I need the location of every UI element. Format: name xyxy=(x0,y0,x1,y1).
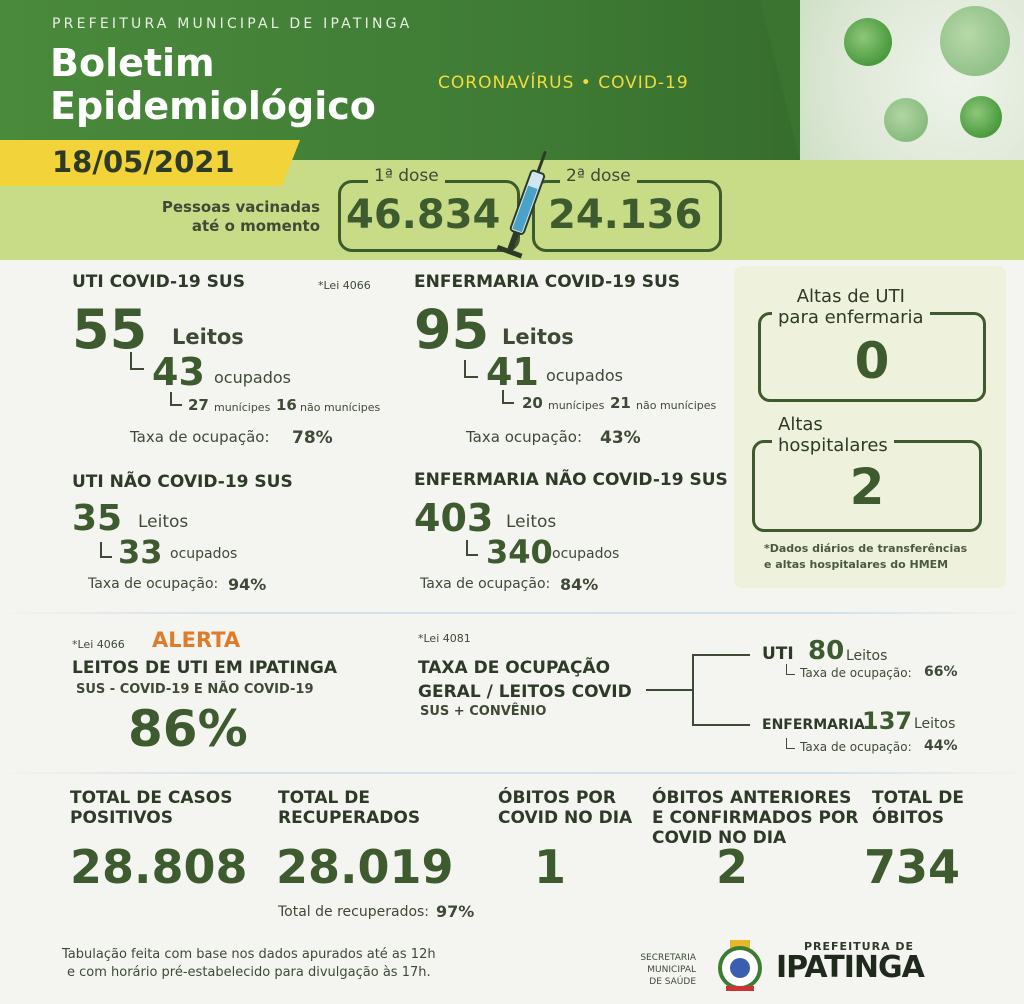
altas-uti-label-line2: para enfermaria xyxy=(778,307,924,328)
section-divider xyxy=(0,772,1024,774)
uti-covid-ocupados-label: ocupados xyxy=(214,368,291,387)
bracket-connector xyxy=(646,689,692,691)
tree-connector xyxy=(786,738,795,749)
alerta-subtitle: SUS - COVID-19 E NÃO COVID-19 xyxy=(76,682,314,697)
enf-covid-ocupados-label: ocupados xyxy=(546,366,623,385)
total-obitos-value: 734 xyxy=(864,840,961,894)
taxa-geral-uti-taxa: 66% xyxy=(924,664,958,680)
enf-covid-taxa-label: Taxa ocupação: xyxy=(466,428,583,446)
uti-covid-lei: *Lei 4066 xyxy=(318,279,371,292)
footer-note xyxy=(62,946,436,982)
uti-covid-ocupados: 43 xyxy=(152,350,205,394)
taxa-geral-uti-leitos: 80 xyxy=(808,636,845,666)
bracket-connector xyxy=(692,724,750,726)
uti-covid-taxa: 78% xyxy=(292,428,333,448)
taxa-geral-enf-taxa: 44% xyxy=(924,738,958,754)
uti-covid-municipes: 27 xyxy=(188,396,209,414)
tree-connector xyxy=(466,540,478,556)
uti-covid-leitos-label: Leitos xyxy=(172,325,244,349)
alerta-value: 86% xyxy=(128,700,248,758)
syringe-icon xyxy=(496,144,566,276)
obitos-dia-value: 1 xyxy=(533,840,566,894)
uti-covid-nao-municipes-label: não munícipes xyxy=(300,401,381,414)
recuperados-pct: 97% xyxy=(436,902,475,921)
tree-connector xyxy=(100,542,112,558)
bracket-connector xyxy=(692,654,750,656)
uti-covid-municipes-label: munícipes xyxy=(214,401,271,414)
uti-covid-taxa-label: Taxa de ocupação: xyxy=(130,428,270,446)
vaccinated-label xyxy=(120,198,320,236)
altas-hosp-label xyxy=(772,414,894,456)
altas-note-line2: e altas hospitalares do HMEM xyxy=(764,558,949,571)
uti-nao-covid-leitos-label: Leitos xyxy=(138,512,189,532)
total-recuperados-label xyxy=(278,788,420,828)
section-divider xyxy=(0,612,1024,614)
alerta-lei: *Lei 4066 xyxy=(72,638,125,651)
total-casos-label xyxy=(70,788,232,828)
enf-covid-taxa: 43% xyxy=(600,428,641,448)
dose1-value: 46.834 xyxy=(346,192,501,238)
virus-illustration xyxy=(800,0,1024,160)
recuperados-pct-label: Total de recuperados: xyxy=(278,904,430,920)
tree-connector xyxy=(464,360,478,378)
obitos-dia-label-line2: COVID NO DIA xyxy=(498,808,633,828)
virus-icon xyxy=(884,98,928,142)
uti-nao-covid-ocupados: 33 xyxy=(118,533,163,571)
logo-small-text: PREFEITURA DE xyxy=(804,940,915,953)
altas-hosp-label-line2: hospitalares xyxy=(778,435,888,456)
page-title-line2: Epidemiológico xyxy=(50,84,376,128)
secretaria-label xyxy=(590,952,696,988)
vaccinated-label-line1: Pessoas vacinadas xyxy=(161,198,320,216)
enf-nao-covid-leitos: 403 xyxy=(414,496,494,540)
taxa-geral-enf-leitos: 137 xyxy=(862,707,913,735)
footer-note-line2: e com horário pré-estabelecido para divulgação às 17h. xyxy=(66,965,431,980)
city-seal-icon xyxy=(712,938,768,992)
uti-covid-nao-municipes: 16 xyxy=(276,396,297,414)
virus-icon xyxy=(940,6,1010,76)
virus-icon xyxy=(960,96,1002,138)
taxa-geral-uti-leitos-label: Leitos xyxy=(846,648,888,664)
total-casos-value: 28.808 xyxy=(70,840,248,894)
altas-hosp-value: 2 xyxy=(849,458,885,516)
taxa-geral-enf-taxa-label: Taxa de ocupação: xyxy=(800,740,912,754)
enf-covid-leitos: 95 xyxy=(414,298,490,361)
taxa-geral-uti-taxa-label: Taxa de ocupação: xyxy=(800,666,912,680)
altas-uti-value: 0 xyxy=(854,332,890,390)
enf-nao-covid-ocupados: 340 xyxy=(486,533,553,571)
dose2-label: 2ª dose xyxy=(560,166,637,186)
taxa-geral-title-line1: TAXA DE OCUPAÇÃO xyxy=(418,658,611,678)
enf-covid-ocupados: 41 xyxy=(486,350,539,394)
subtitle: CORONAVÍRUS • COVID-19 xyxy=(438,73,689,93)
enf-nao-covid-taxa: 84% xyxy=(560,575,599,594)
tree-connector xyxy=(502,390,514,404)
dose2-value: 24.136 xyxy=(548,192,703,238)
taxa-geral-title xyxy=(418,656,632,704)
tree-connector xyxy=(786,664,795,675)
altas-note xyxy=(764,541,967,573)
obitos-anteriores-label xyxy=(652,788,859,848)
taxa-geral-uti-label: UTI xyxy=(762,644,794,664)
total-recuperados-label-line1: TOTAL DE xyxy=(278,788,370,808)
altas-uti-label-line1: Altas de UTI xyxy=(796,286,905,307)
altas-note-line1: *Dados diários de transferências xyxy=(764,542,968,555)
dose1-label: 1ª dose xyxy=(368,166,445,186)
enf-nao-covid-title: ENFERMARIA NÃO COVID-19 SUS xyxy=(414,470,728,490)
enf-covid-municipes-label: munícipes xyxy=(548,399,605,412)
total-recuperados-label-line2: RECUPERADOS xyxy=(278,808,421,828)
taxa-geral-lei: *Lei 4081 xyxy=(418,632,471,645)
brand-text: PREFEITURA MUNICIPAL DE IPATINGA xyxy=(52,16,413,32)
uti-nao-covid-taxa: 94% xyxy=(228,575,267,594)
enf-covid-leitos-label: Leitos xyxy=(502,325,574,349)
logo-big-text: IPATINGA xyxy=(776,950,924,985)
footer-note-line1: Tabulação feita com base nos dados apurados até as 12h xyxy=(62,947,436,962)
uti-nao-covid-ocupados-label: ocupados xyxy=(170,546,238,562)
taxa-geral-enf-label: ENFERMARIA xyxy=(762,717,865,733)
altas-hosp-label-line1: Altas xyxy=(778,414,823,435)
obitos-anteriores-label-line3: COVID NO DIA xyxy=(652,828,787,848)
page-title-line1: Boletim xyxy=(50,41,215,85)
altas-uti-label xyxy=(772,286,930,328)
secretaria-label-line1: SECRETARIA MUNICIPAL xyxy=(640,953,696,975)
uti-covid-leitos: 55 xyxy=(72,298,148,361)
obitos-anteriores-label-line2: E CONFIRMADOS POR xyxy=(652,808,859,828)
alerta-title: LEITOS DE UTI EM IPATINGA xyxy=(72,658,338,678)
bulletin-date: 18/05/2021 xyxy=(52,145,235,179)
enf-nao-covid-taxa-label: Taxa de ocupação: xyxy=(420,576,551,592)
total-obitos-label xyxy=(872,788,964,828)
taxa-geral-subtitle: SUS + CONVÊNIO xyxy=(420,704,547,719)
obitos-anteriores-value: 2 xyxy=(715,840,748,894)
uti-nao-covid-title: UTI NÃO COVID-19 SUS xyxy=(72,472,293,492)
enf-covid-nao-municipes: 21 xyxy=(610,394,631,412)
total-casos-label-line1: TOTAL DE CASOS xyxy=(70,788,233,808)
enf-covid-title: ENFERMARIA COVID-19 SUS xyxy=(414,272,681,292)
uti-nao-covid-leitos: 35 xyxy=(72,498,123,539)
tree-connector xyxy=(170,392,182,406)
total-obitos-label-line2: ÓBITOS xyxy=(872,808,945,828)
secretaria-label-line2: DE SAÚDE xyxy=(649,977,696,987)
obitos-anteriores-label-line1: ÓBITOS ANTERIORES xyxy=(652,788,852,808)
bracket-connector xyxy=(692,654,694,726)
taxa-geral-title-line2: GERAL / LEITOS COVID xyxy=(418,682,632,702)
virus-icon xyxy=(844,18,892,66)
enf-nao-covid-leitos-label: Leitos xyxy=(506,512,557,532)
obitos-dia-label xyxy=(498,788,632,828)
vaccinated-label-line2: até o momento xyxy=(191,217,320,235)
tree-connector xyxy=(130,352,144,370)
taxa-geral-enf-leitos-label: Leitos xyxy=(914,716,956,732)
total-recuperados-value: 28.019 xyxy=(276,840,454,894)
enf-nao-covid-ocupados-label: ocupados xyxy=(552,546,620,562)
total-casos-label-line2: POSITIVOS xyxy=(70,808,173,828)
enf-covid-municipes: 20 xyxy=(522,394,543,412)
uti-nao-covid-taxa-label: Taxa de ocupação: xyxy=(88,576,219,592)
obitos-dia-label-line1: ÓBITOS POR xyxy=(498,788,616,808)
total-obitos-label-line1: TOTAL DE xyxy=(872,788,964,808)
uti-covid-title: UTI COVID-19 SUS xyxy=(72,272,245,292)
enf-covid-nao-municipes-label: não munícipes xyxy=(636,399,717,412)
alerta-label: ALERTA xyxy=(152,628,241,652)
